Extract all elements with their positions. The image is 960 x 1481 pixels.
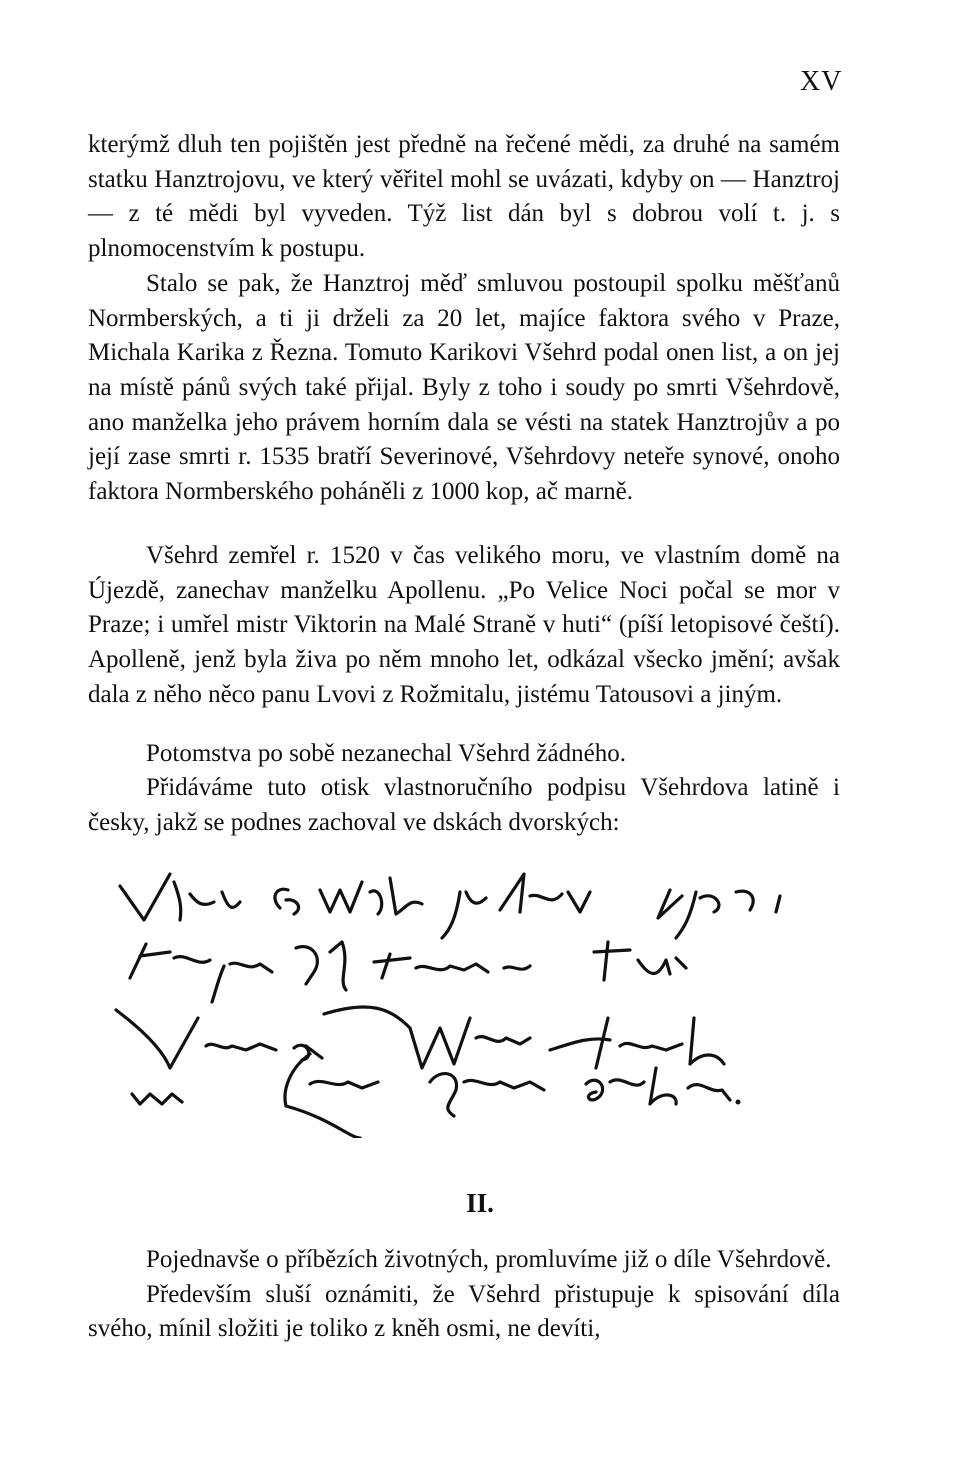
paragraph-2: Stalo se pak, že Hanztroj měď smluvou postoupil spolku měšťanů Normberských, a ti ji drželi za 20 let, majíce faktora svého v Praze, Michala Karika z Řezna. Tomuto Karikovi Všehrd podal onen list, a on jej na místě pánů svých také přijal. Byly z toho i soudy po smrti Všehrdově, ano manželka jeho právem horním dala se vésti na statek Hanztrojův a po její zase smrti r. 1535 bratří Severinové, Všehrdovy neteře synové, onoho faktora Normberského poháněli z 1000 kop, ač marně. <box>88 269 840 506</box>
paragraph-3: Všehrd zemřel r. 1520 v čas velikého moru, ve vlastním domě na Újezdě, zanechav manželku Apollenu. „Po Velice Noci počal se mor v Praze; i umřel mistr Viktorin na Malé Straně v huti“ (píší letopisové čeští). Apolleně, jenž byla živa po něm mnoho let, odkázal všecko jmění; avšak dala z něho něco panu Lvovi z Rožmitalu, jistému Tatousovi a jiným. <box>88 542 840 708</box>
text-block-signature-intro <box>88 771 840 840</box>
text-block-top <box>88 128 840 510</box>
paragraph-5: Přidáváme tuto otisk vlastnoručního podpisu Všehrdova latině i česky, jakž se podnes zachoval ve dskách dvorských: <box>88 774 840 836</box>
paragraph-4: Potomstva po sobě nezanechal Všehrd žádného. <box>146 740 626 767</box>
paragraph-1: kterýmž dluh ten pojištěn jest předně na řečené mědi, za druhé na samém statku Hanztrojovu, ve který věřitel mohl se uvázati, kdyby on — Hanztroj — z té mědi byl vyveden. Týž list dán byl s dobrou volí t. j. s plnomocenstvím k postupu. <box>88 131 840 263</box>
page-number: XV <box>800 66 843 97</box>
text-block-death <box>88 539 840 713</box>
section-heading: II. <box>466 1188 494 1218</box>
paragraph-7: Především sluší oznámiti, že Všehrd přistupuje k spisování díla svého, mínil složiti je toliko z kněh osmi, ne devíti, <box>88 1280 840 1343</box>
handwritten-signature-image <box>110 868 810 1138</box>
paragraph-6: Pojednavše o příbězích životných, promluvíme již o díle Všehrdově. <box>146 1246 832 1273</box>
text-block-section-two <box>88 1243 840 1347</box>
text-block-descendants <box>88 737 840 772</box>
